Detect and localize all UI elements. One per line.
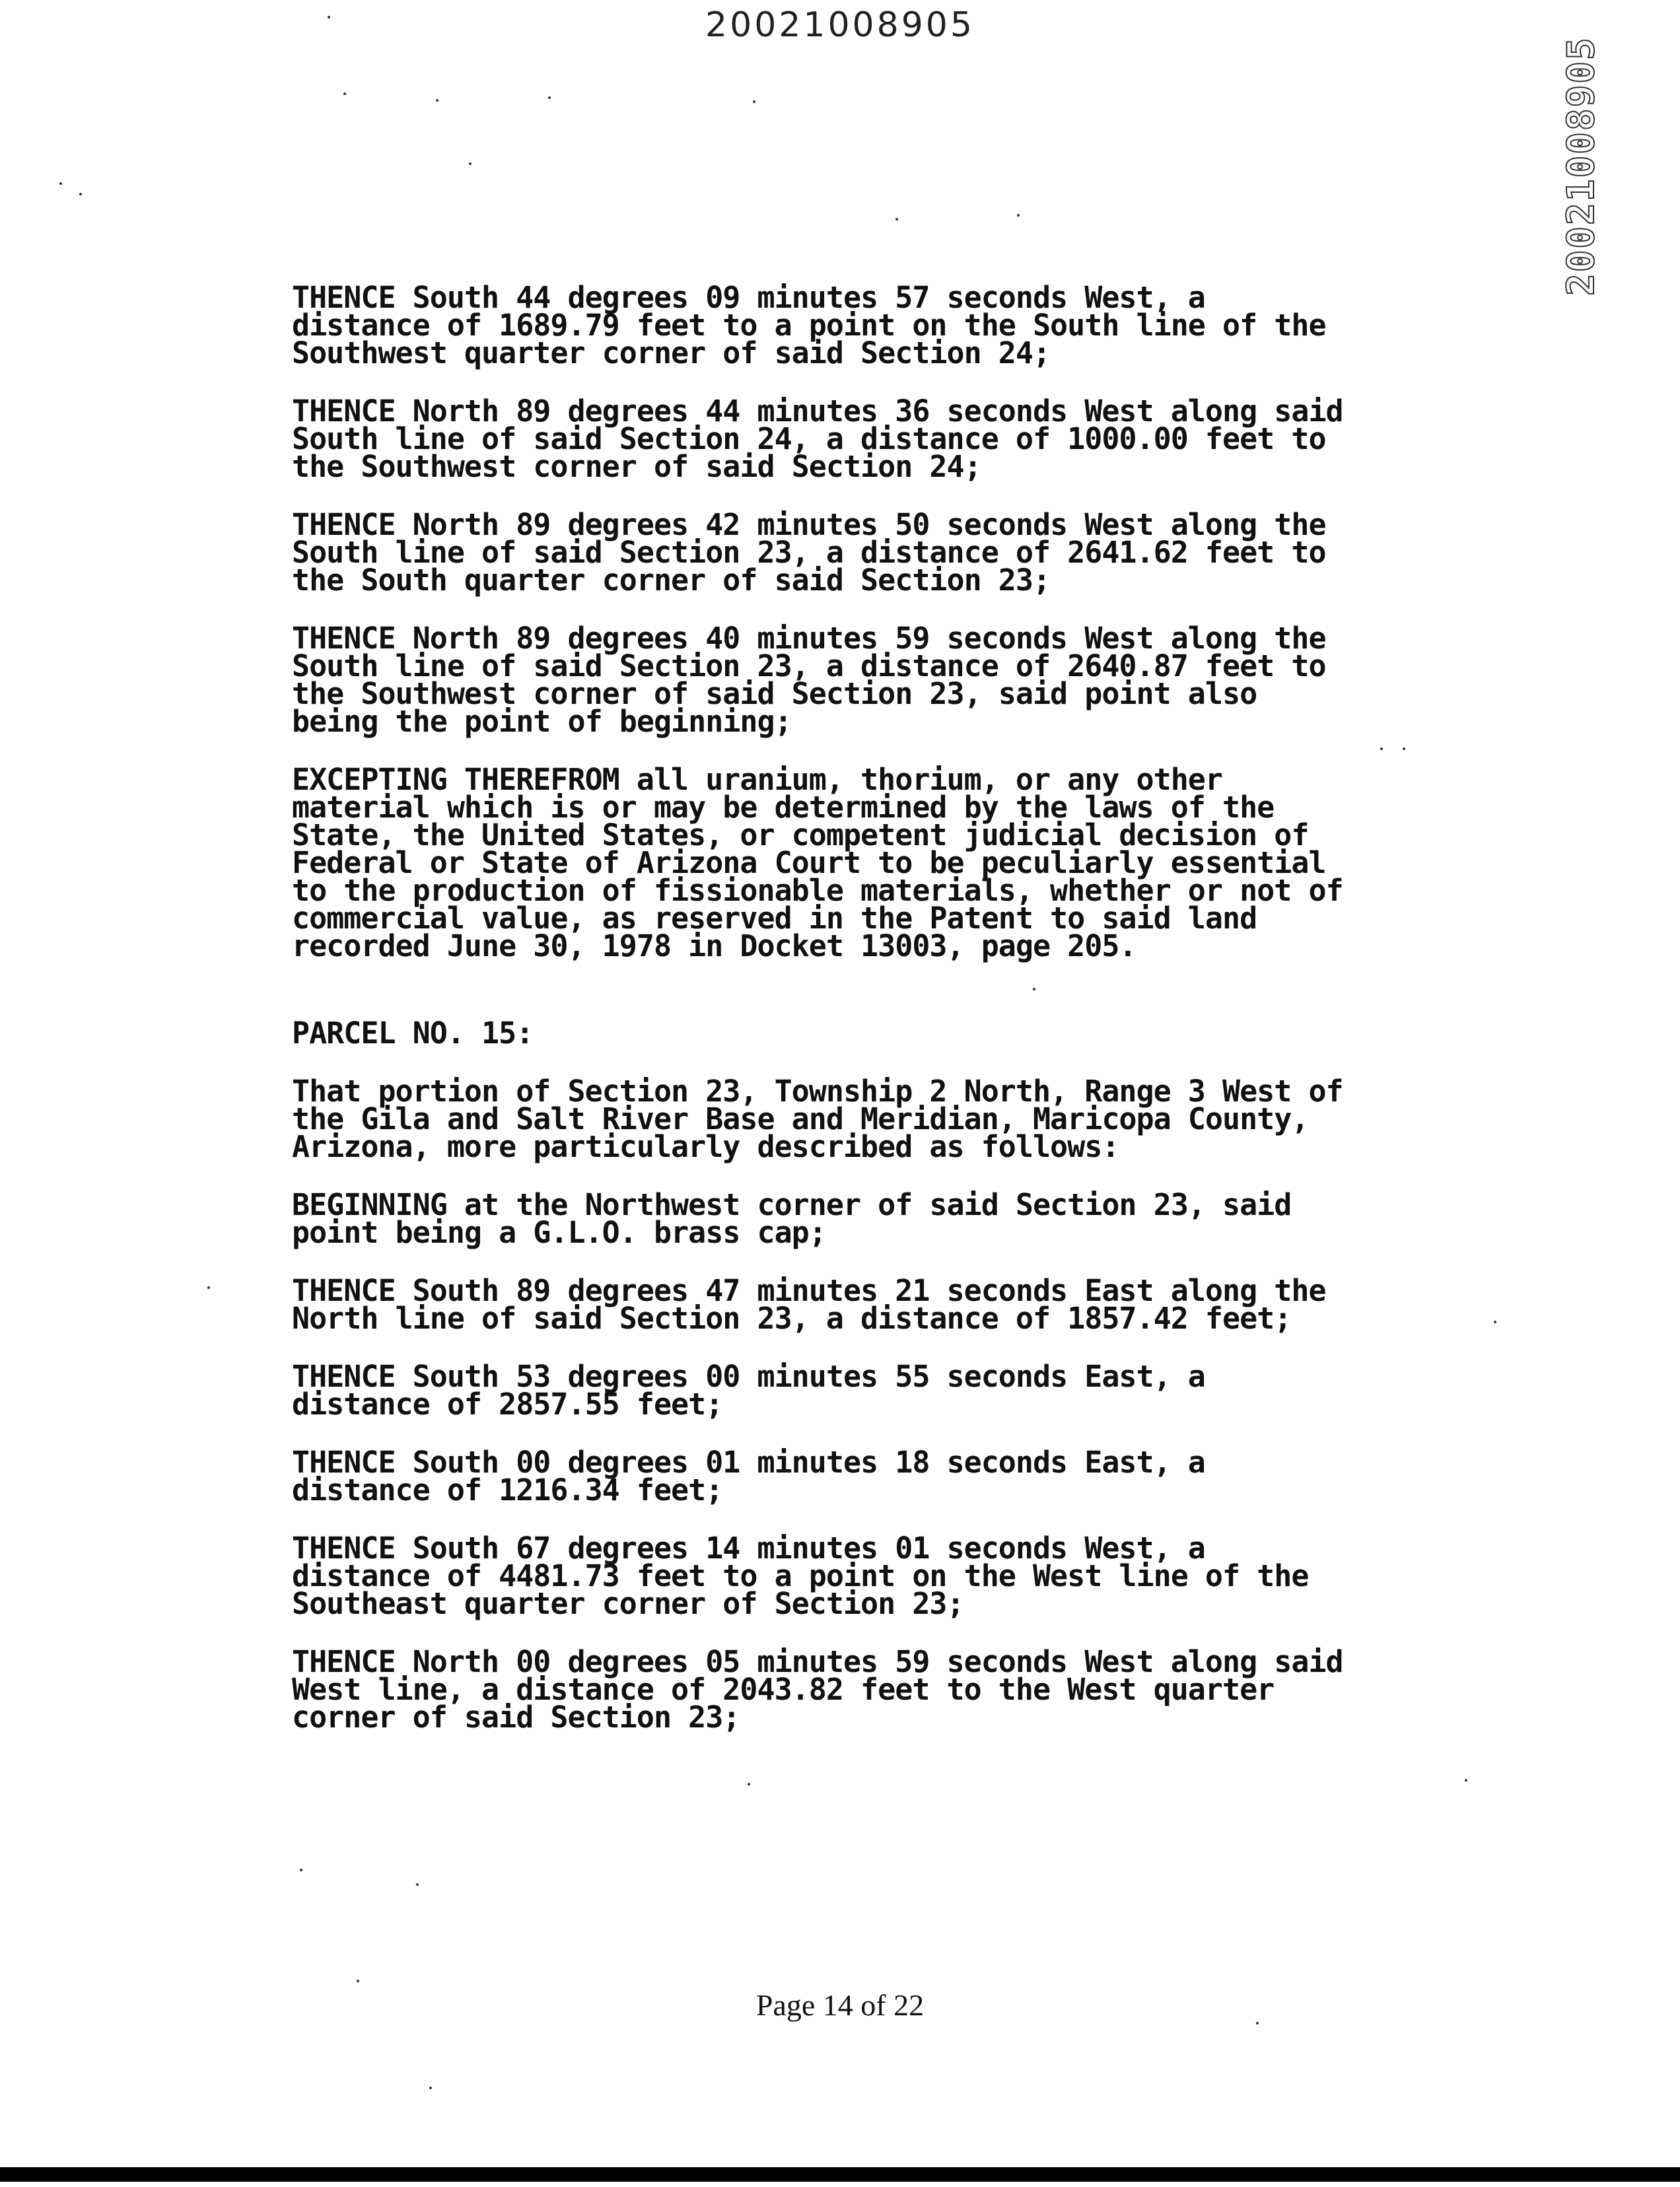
scan-speck bbox=[328, 16, 330, 18]
beginning-paragraph: BEGINNING at the Northwest corner of said Section 23, said point being a G.L.O. brass cap; bbox=[292, 1187, 1292, 1250]
scan-speck bbox=[207, 1286, 210, 1289]
scan-speck bbox=[748, 1783, 750, 1786]
scan-speck bbox=[753, 100, 755, 103]
scan-speck bbox=[1017, 214, 1020, 217]
scan-speck bbox=[1256, 2022, 1259, 2025]
scan-speck bbox=[59, 182, 62, 185]
course-paragraph: THENCE South 00 degrees 01 minutes 18 seconds East, a distance of 1216.34 feet; bbox=[292, 1445, 1205, 1508]
scan-speck bbox=[429, 2087, 432, 2089]
scan-speck bbox=[548, 96, 551, 99]
course-paragraph: THENCE North 89 degrees 42 minutes 50 seconds West along the South line of said Section 23, a distance of 2641.62 feet to the South quarter corner of said Section 23; bbox=[292, 507, 1326, 598]
scan-speck bbox=[1494, 1321, 1496, 1323]
scan-speck bbox=[79, 193, 82, 195]
legal-description-body bbox=[292, 280, 1441, 1762]
parcel-heading: PARCEL NO. 15: bbox=[292, 1016, 534, 1051]
course-paragraph: THENCE North 89 degrees 44 minutes 36 seconds West along said South line of said Section 24, a distance of 1000.00 feet to the Southwest corner of said Section 24; bbox=[292, 394, 1343, 484]
scan-speck bbox=[1380, 747, 1383, 750]
course-paragraph: THENCE North 89 degrees 40 minutes 59 seconds West along the South line of said Section 23, a distance of 2640.87 feet to the Southwest corner of said Section 23, said point also being the point of beginning; bbox=[292, 621, 1326, 739]
scan-speck bbox=[436, 99, 438, 102]
scan-speck bbox=[300, 1869, 302, 1871]
course-paragraph: THENCE South 89 degrees 47 minutes 21 seconds East along the North line of said Section 23, a distance of 1857.42 feet; bbox=[292, 1273, 1326, 1336]
exception-paragraph: EXCEPTING THEREFROM all uranium, thorium, or any other material which is or may be determined by the laws of the State, the United States, or competent judicial decision of Federal or State of Arizona Court to be peculiarly essential to the production of fissionable materials, whether or not of commercial value, as reserved in the Patent to said land recorded June 30, 1978 in Docket 13003, page 205. bbox=[292, 762, 1343, 963]
document-number-header: 20021008905 bbox=[705, 5, 975, 45]
course-paragraph: THENCE South 44 degrees 09 minutes 57 seconds West, a distance of 1689.79 feet to a point on the South line of the Southwest quarter corner of said Section 24; bbox=[292, 280, 1326, 370]
scan-speck bbox=[469, 162, 472, 165]
page-number: Page 14 of 22 bbox=[755, 1988, 925, 2022]
scan-speck bbox=[1465, 1779, 1467, 1782]
course-paragraph: THENCE North 00 degrees 05 minutes 59 seconds West along said West line, a distance of 2043.82 feet to the West quarter corner of said Section 23; bbox=[292, 1644, 1343, 1735]
recording-stamp: 20021008905 bbox=[1560, 36, 1603, 296]
scan-speck bbox=[1403, 747, 1405, 750]
course-paragraph: THENCE South 67 degrees 14 minutes 01 seconds West, a distance of 4481.73 feet to a point on the West line of the Southeast quarter corner of Section 23; bbox=[292, 1531, 1309, 1621]
scan-speck bbox=[1033, 988, 1035, 990]
scan-speck bbox=[357, 1980, 359, 1982]
scan-speck bbox=[416, 1883, 419, 1886]
parcel-description: That portion of Section 23, Township 2 North, Range 3 West of the Gila and Salt River Base and Meridian, Maricopa County, Arizona, more particularly described as follows: bbox=[292, 1074, 1343, 1164]
scan-speck bbox=[895, 218, 898, 221]
scan-edge-bar bbox=[0, 2167, 1680, 2182]
course-paragraph: THENCE South 53 degrees 00 minutes 55 seconds East, a distance of 2857.55 feet; bbox=[292, 1359, 1205, 1422]
scan-speck bbox=[343, 92, 346, 95]
